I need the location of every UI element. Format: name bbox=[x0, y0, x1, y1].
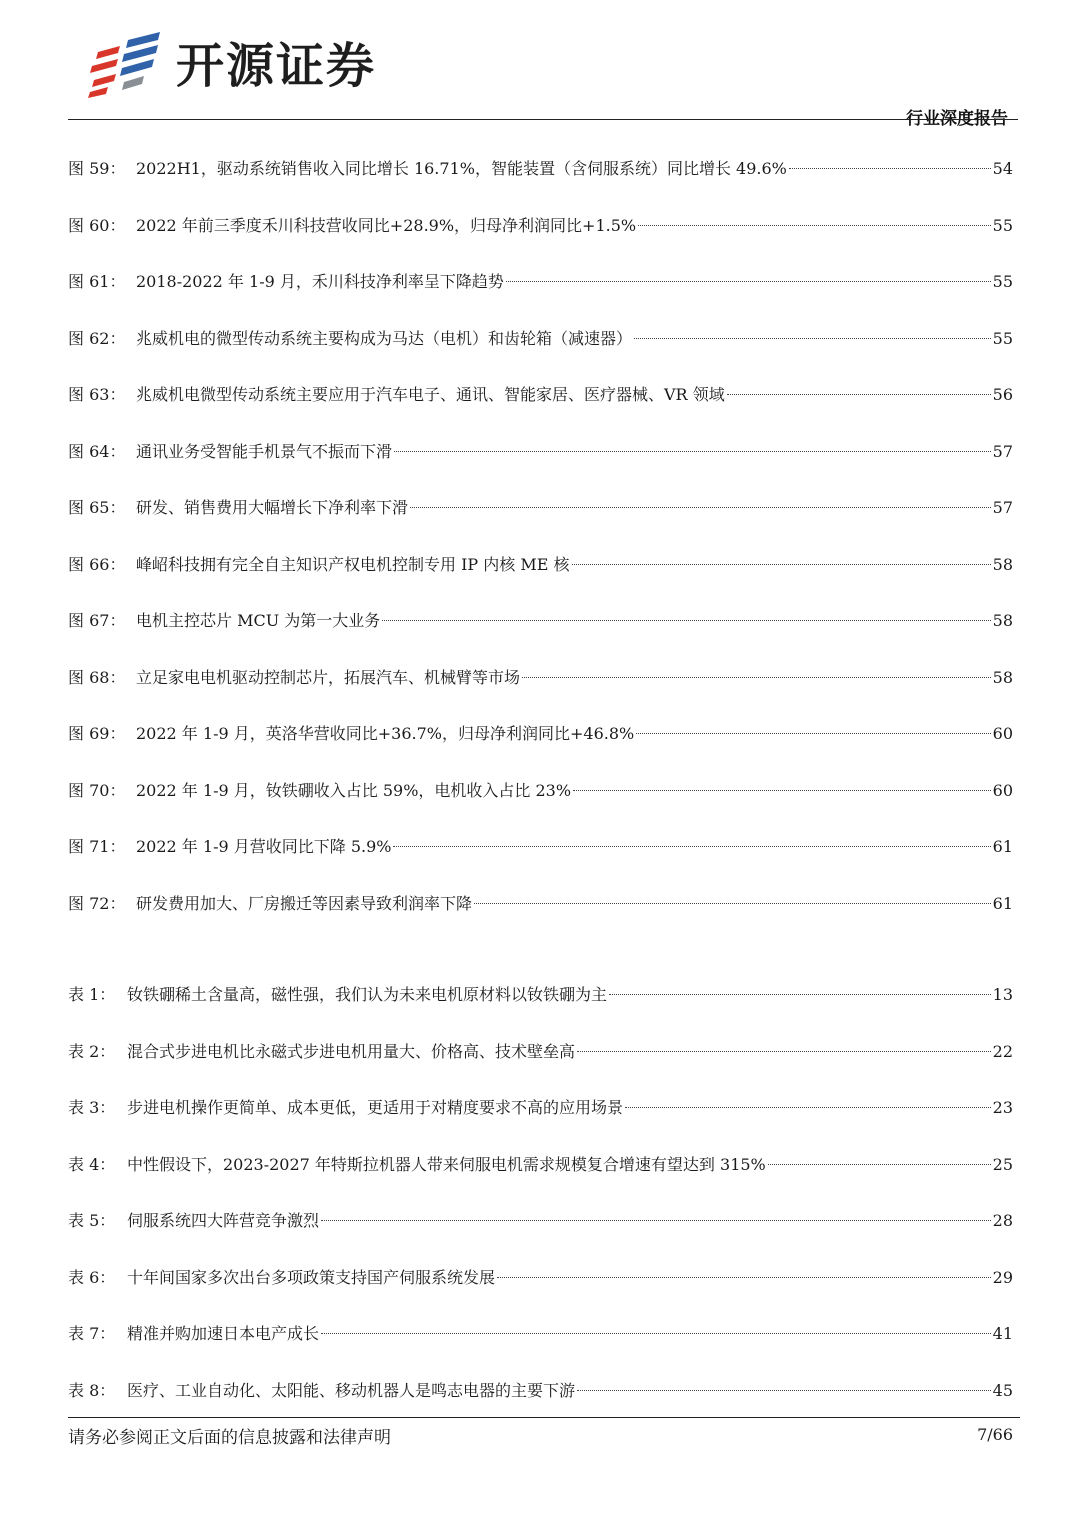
toc-entry-figure-72[interactable] bbox=[68, 890, 1013, 918]
toc-entry-figure-66[interactable] bbox=[68, 551, 1013, 579]
page-number: 7/66 bbox=[977, 1425, 1013, 1444]
table-title: 十年间国家多次出台多项政策支持国产伺服系统发展 bbox=[127, 1267, 496, 1287]
figure-title: 2022 年 1-9 月，英洛华营收同比+36.7%，归母净利润同比+46.8% bbox=[136, 724, 635, 743]
page-ref: 41 bbox=[992, 1324, 1013, 1343]
leader-dots bbox=[625, 1107, 991, 1108]
toc-entry-figure-69[interactable] bbox=[68, 720, 1013, 748]
figure-title: 2022 年前三季度禾川科技营收同比+28.9%，归母净利润同比+1.5% bbox=[136, 215, 637, 235]
figure-title: 研发、销售费用大幅增长下净利率下滑 bbox=[136, 498, 409, 517]
page-ref: 56 bbox=[992, 385, 1013, 404]
page-ref: 13 bbox=[992, 985, 1013, 1004]
table-label: 表 3： bbox=[68, 1098, 116, 1117]
table-label: 表 8： bbox=[68, 1380, 116, 1400]
report-type-label: 行业深度报告 bbox=[906, 109, 1008, 129]
page-ref: 25 bbox=[992, 1154, 1013, 1174]
figure-title: 电机主控芯片 MCU 为第一大业务 bbox=[136, 611, 381, 630]
page-ref: 54 bbox=[992, 159, 1013, 178]
toc-entry-figure-62[interactable] bbox=[68, 325, 1013, 353]
figure-title: 通讯业务受智能手机景气不振而下滑 bbox=[136, 441, 393, 461]
leader-dots bbox=[572, 564, 991, 565]
figure-label: 图 63： bbox=[68, 385, 126, 404]
toc-entry-table-5[interactable] bbox=[68, 1207, 1013, 1235]
table-title: 医疗、工业自动化、太阳能、移动机器人是鸣志电器的主要下游 bbox=[127, 1380, 576, 1400]
toc-entry-table-1[interactable] bbox=[68, 981, 1013, 1009]
leader-dots bbox=[474, 903, 991, 904]
page-ref: 61 bbox=[992, 893, 1013, 913]
figure-label: 图 62： bbox=[68, 328, 126, 348]
page-ref: 22 bbox=[992, 1041, 1013, 1061]
table-title: 钕铁硼稀土含量高，磁性强，我们认为未来电机原材料以钕铁硼为主 bbox=[127, 985, 608, 1004]
table-title: 步进电机操作更简单、成本更低，更适用于对精度要求不高的应用场景 bbox=[127, 1098, 624, 1117]
figure-label: 图 71： bbox=[68, 837, 126, 856]
toc-entry-table-3[interactable] bbox=[68, 1094, 1013, 1122]
figure-label: 图 59： bbox=[68, 159, 126, 178]
toc-entry-figure-68[interactable] bbox=[68, 664, 1013, 692]
leader-dots bbox=[609, 994, 991, 995]
page-ref: 58 bbox=[992, 554, 1013, 574]
toc-entry-figure-61[interactable] bbox=[68, 268, 1013, 296]
leader-dots bbox=[768, 1164, 991, 1165]
toc-entry-figure-60[interactable] bbox=[68, 212, 1013, 240]
leader-dots bbox=[636, 733, 990, 734]
page-ref: 58 bbox=[992, 611, 1013, 630]
leader-dots bbox=[727, 394, 991, 395]
page-ref: 55 bbox=[992, 328, 1013, 348]
page-ref: 23 bbox=[992, 1098, 1013, 1117]
page-ref: 60 bbox=[992, 724, 1013, 743]
page-header bbox=[0, 0, 1080, 130]
figure-label: 图 67： bbox=[68, 611, 126, 630]
table-title: 混合式步进电机比永磁式步进电机用量大、价格高、技术壁垒高 bbox=[127, 1041, 576, 1061]
leader-dots bbox=[634, 338, 991, 339]
page-ref: 55 bbox=[992, 272, 1013, 291]
footer-disclaimer: 请务必参阅正文后面的信息披露和法律声明 bbox=[68, 1428, 391, 1448]
page-ref: 60 bbox=[992, 780, 1013, 800]
figure-label: 图 61： bbox=[68, 272, 126, 291]
toc-entry-figure-65[interactable] bbox=[68, 494, 1013, 522]
figure-title: 研发费用加大、厂房搬迁等因素导致利润率下降 bbox=[136, 893, 473, 913]
table-label: 表 4： bbox=[68, 1154, 116, 1174]
page-ref: 61 bbox=[992, 837, 1013, 856]
table-label: 表 7： bbox=[68, 1324, 116, 1343]
figure-title: 峰岹科技拥有完全自主知识产权电机控制专用 IP 内核 ME 核 bbox=[136, 554, 570, 574]
leader-dots bbox=[394, 451, 991, 452]
leader-dots bbox=[789, 168, 991, 169]
toc-entry-figure-67[interactable] bbox=[68, 607, 1013, 635]
table-label: 表 2： bbox=[68, 1041, 116, 1061]
page-ref: 55 bbox=[992, 215, 1013, 235]
toc-entry-figure-63[interactable] bbox=[68, 381, 1013, 409]
leader-dots bbox=[410, 507, 991, 508]
table-label: 表 6： bbox=[68, 1267, 116, 1287]
table-label: 表 1： bbox=[68, 985, 116, 1004]
leader-dots bbox=[321, 1333, 991, 1334]
figure-title: 2022H1，驱动系统销售收入同比增长 16.71%，智能装置（含伺服系统）同比增长 49.6% bbox=[136, 159, 787, 178]
header-divider bbox=[68, 119, 1018, 120]
toc-entry-figure-59[interactable] bbox=[68, 155, 1013, 183]
leader-dots bbox=[577, 1390, 991, 1391]
figure-index bbox=[68, 155, 1013, 946]
figure-label: 图 70： bbox=[68, 780, 126, 800]
figure-title: 兆威机电的微型传动系统主要构成为马达（电机）和齿轮箱（减速器） bbox=[136, 328, 633, 348]
figure-label: 图 68： bbox=[68, 667, 126, 687]
leader-dots bbox=[638, 225, 991, 226]
page-ref: 57 bbox=[992, 441, 1013, 461]
figure-title: 兆威机电微型传动系统主要应用于汽车电子、通讯、智能家居、医疗器械、VR 领域 bbox=[136, 385, 725, 404]
toc-entry-table-8[interactable] bbox=[68, 1377, 1013, 1405]
leader-dots bbox=[382, 620, 990, 621]
toc-entry-figure-71[interactable] bbox=[68, 833, 1013, 861]
table-title: 中性假设下，2023-2027 年特斯拉机器人带来伺服电机需求规模复合增速有望达到 315% bbox=[127, 1154, 766, 1174]
figure-label: 图 66： bbox=[68, 554, 126, 574]
table-label: 表 5： bbox=[68, 1211, 116, 1230]
table-title: 伺服系统四大阵营竞争激烈 bbox=[127, 1211, 320, 1230]
leader-dots bbox=[497, 1277, 991, 1278]
figure-label: 图 65： bbox=[68, 498, 126, 517]
leader-dots bbox=[573, 790, 991, 791]
figure-title: 2022 年 1-9 月营收同比下降 5.9% bbox=[136, 837, 392, 856]
figure-title: 2022 年 1-9 月，钕铁硼收入占比 59%，电机收入占比 23% bbox=[136, 780, 572, 800]
toc-entry-table-4[interactable] bbox=[68, 1151, 1013, 1179]
figure-label: 图 72： bbox=[68, 893, 126, 913]
figure-label: 图 60： bbox=[68, 215, 126, 235]
page-ref: 45 bbox=[992, 1380, 1013, 1400]
leader-dots bbox=[321, 1220, 991, 1221]
page-ref: 57 bbox=[992, 498, 1013, 517]
leader-dots bbox=[506, 281, 991, 282]
page-ref: 28 bbox=[992, 1211, 1013, 1230]
toc-entry-table-2[interactable] bbox=[68, 1038, 1013, 1066]
brand-name: 开源证券 bbox=[176, 38, 377, 94]
footer-divider bbox=[68, 1417, 1020, 1418]
toc-entry-figure-70[interactable] bbox=[68, 777, 1013, 805]
figure-label: 图 64： bbox=[68, 441, 126, 461]
toc-entry-table-7[interactable] bbox=[68, 1320, 1013, 1348]
toc-entry-table-6[interactable] bbox=[68, 1264, 1013, 1292]
page-ref: 58 bbox=[992, 667, 1013, 687]
page-ref: 29 bbox=[992, 1267, 1013, 1287]
table-title: 精准并购加速日本电产成长 bbox=[127, 1324, 320, 1343]
leader-dots bbox=[522, 677, 991, 678]
table-index bbox=[68, 981, 1013, 1433]
figure-title: 立足家电电机驱动控制芯片，拓展汽车、机械臂等市场 bbox=[136, 667, 521, 687]
figure-label: 图 69： bbox=[68, 724, 126, 743]
leader-dots bbox=[393, 846, 990, 847]
toc-entry-figure-64[interactable] bbox=[68, 438, 1013, 466]
kaiyuan-logo-icon bbox=[88, 32, 168, 98]
leader-dots bbox=[577, 1051, 991, 1052]
figure-title: 2018-2022 年 1-9 月，禾川科技净利率呈下降趋势 bbox=[136, 272, 504, 291]
